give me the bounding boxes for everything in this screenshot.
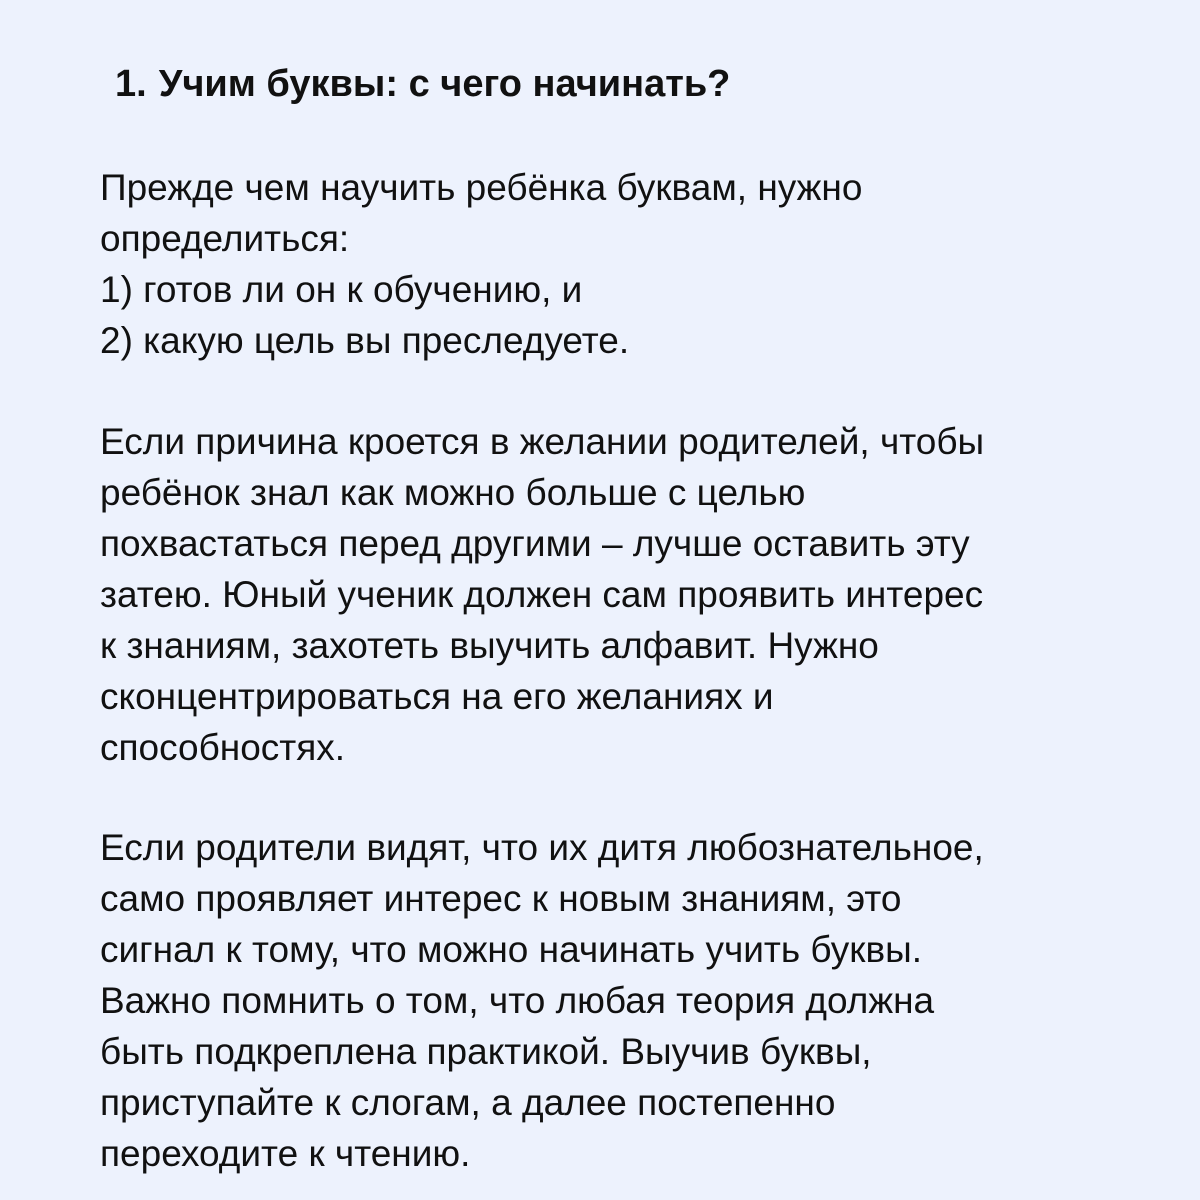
heading-number: 1. bbox=[115, 63, 147, 105]
text-line: Если родители видят, что их дитя любознательное, bbox=[100, 827, 984, 868]
text-line: к знаниям, захотеть выучить алфавит. Нужно bbox=[100, 625, 879, 666]
heading-title: Учим буквы: с чего начинать? bbox=[158, 63, 731, 105]
text-line: похвастаться перед другими – лучше оставить эту bbox=[100, 523, 970, 564]
paragraph-parents-motivation bbox=[100, 416, 1170, 773]
section-heading bbox=[115, 58, 730, 110]
text-line: переходите к чтению. bbox=[100, 1133, 471, 1174]
text-line: способностях. bbox=[100, 727, 346, 768]
text-line: Важно помнить о том, что любая теория должна bbox=[100, 980, 935, 1021]
text-line: 2) какую цель вы преследуете. bbox=[100, 320, 630, 361]
paragraph-intro bbox=[100, 162, 1170, 366]
text-line: затею. Юный ученик должен сам проявить интерес bbox=[100, 574, 984, 615]
text-line: приступайте к слогам, а далее постепенно bbox=[100, 1082, 836, 1123]
text-line: само проявляет интерес к новым знаниям, это bbox=[100, 878, 902, 919]
text-line: Прежде чем научить ребёнка буквам, нужно bbox=[100, 167, 863, 208]
text-line: определиться: bbox=[100, 218, 350, 259]
text-line: ребёнок знал как можно больше с целью bbox=[100, 472, 806, 513]
text-line: 1) готов ли он к обучению, и bbox=[100, 269, 583, 310]
text-line: быть подкреплена практикой. Выучив буквы, bbox=[100, 1031, 872, 1072]
text-line: сигнал к тому, что можно начинать учить буквы. bbox=[100, 929, 923, 970]
paragraph-curious-child bbox=[100, 822, 1170, 1179]
text-line: сконцентрироваться на его желаниях и bbox=[100, 676, 774, 717]
text-line: Если причина кроется в желании родителей, чтобы bbox=[100, 421, 985, 462]
